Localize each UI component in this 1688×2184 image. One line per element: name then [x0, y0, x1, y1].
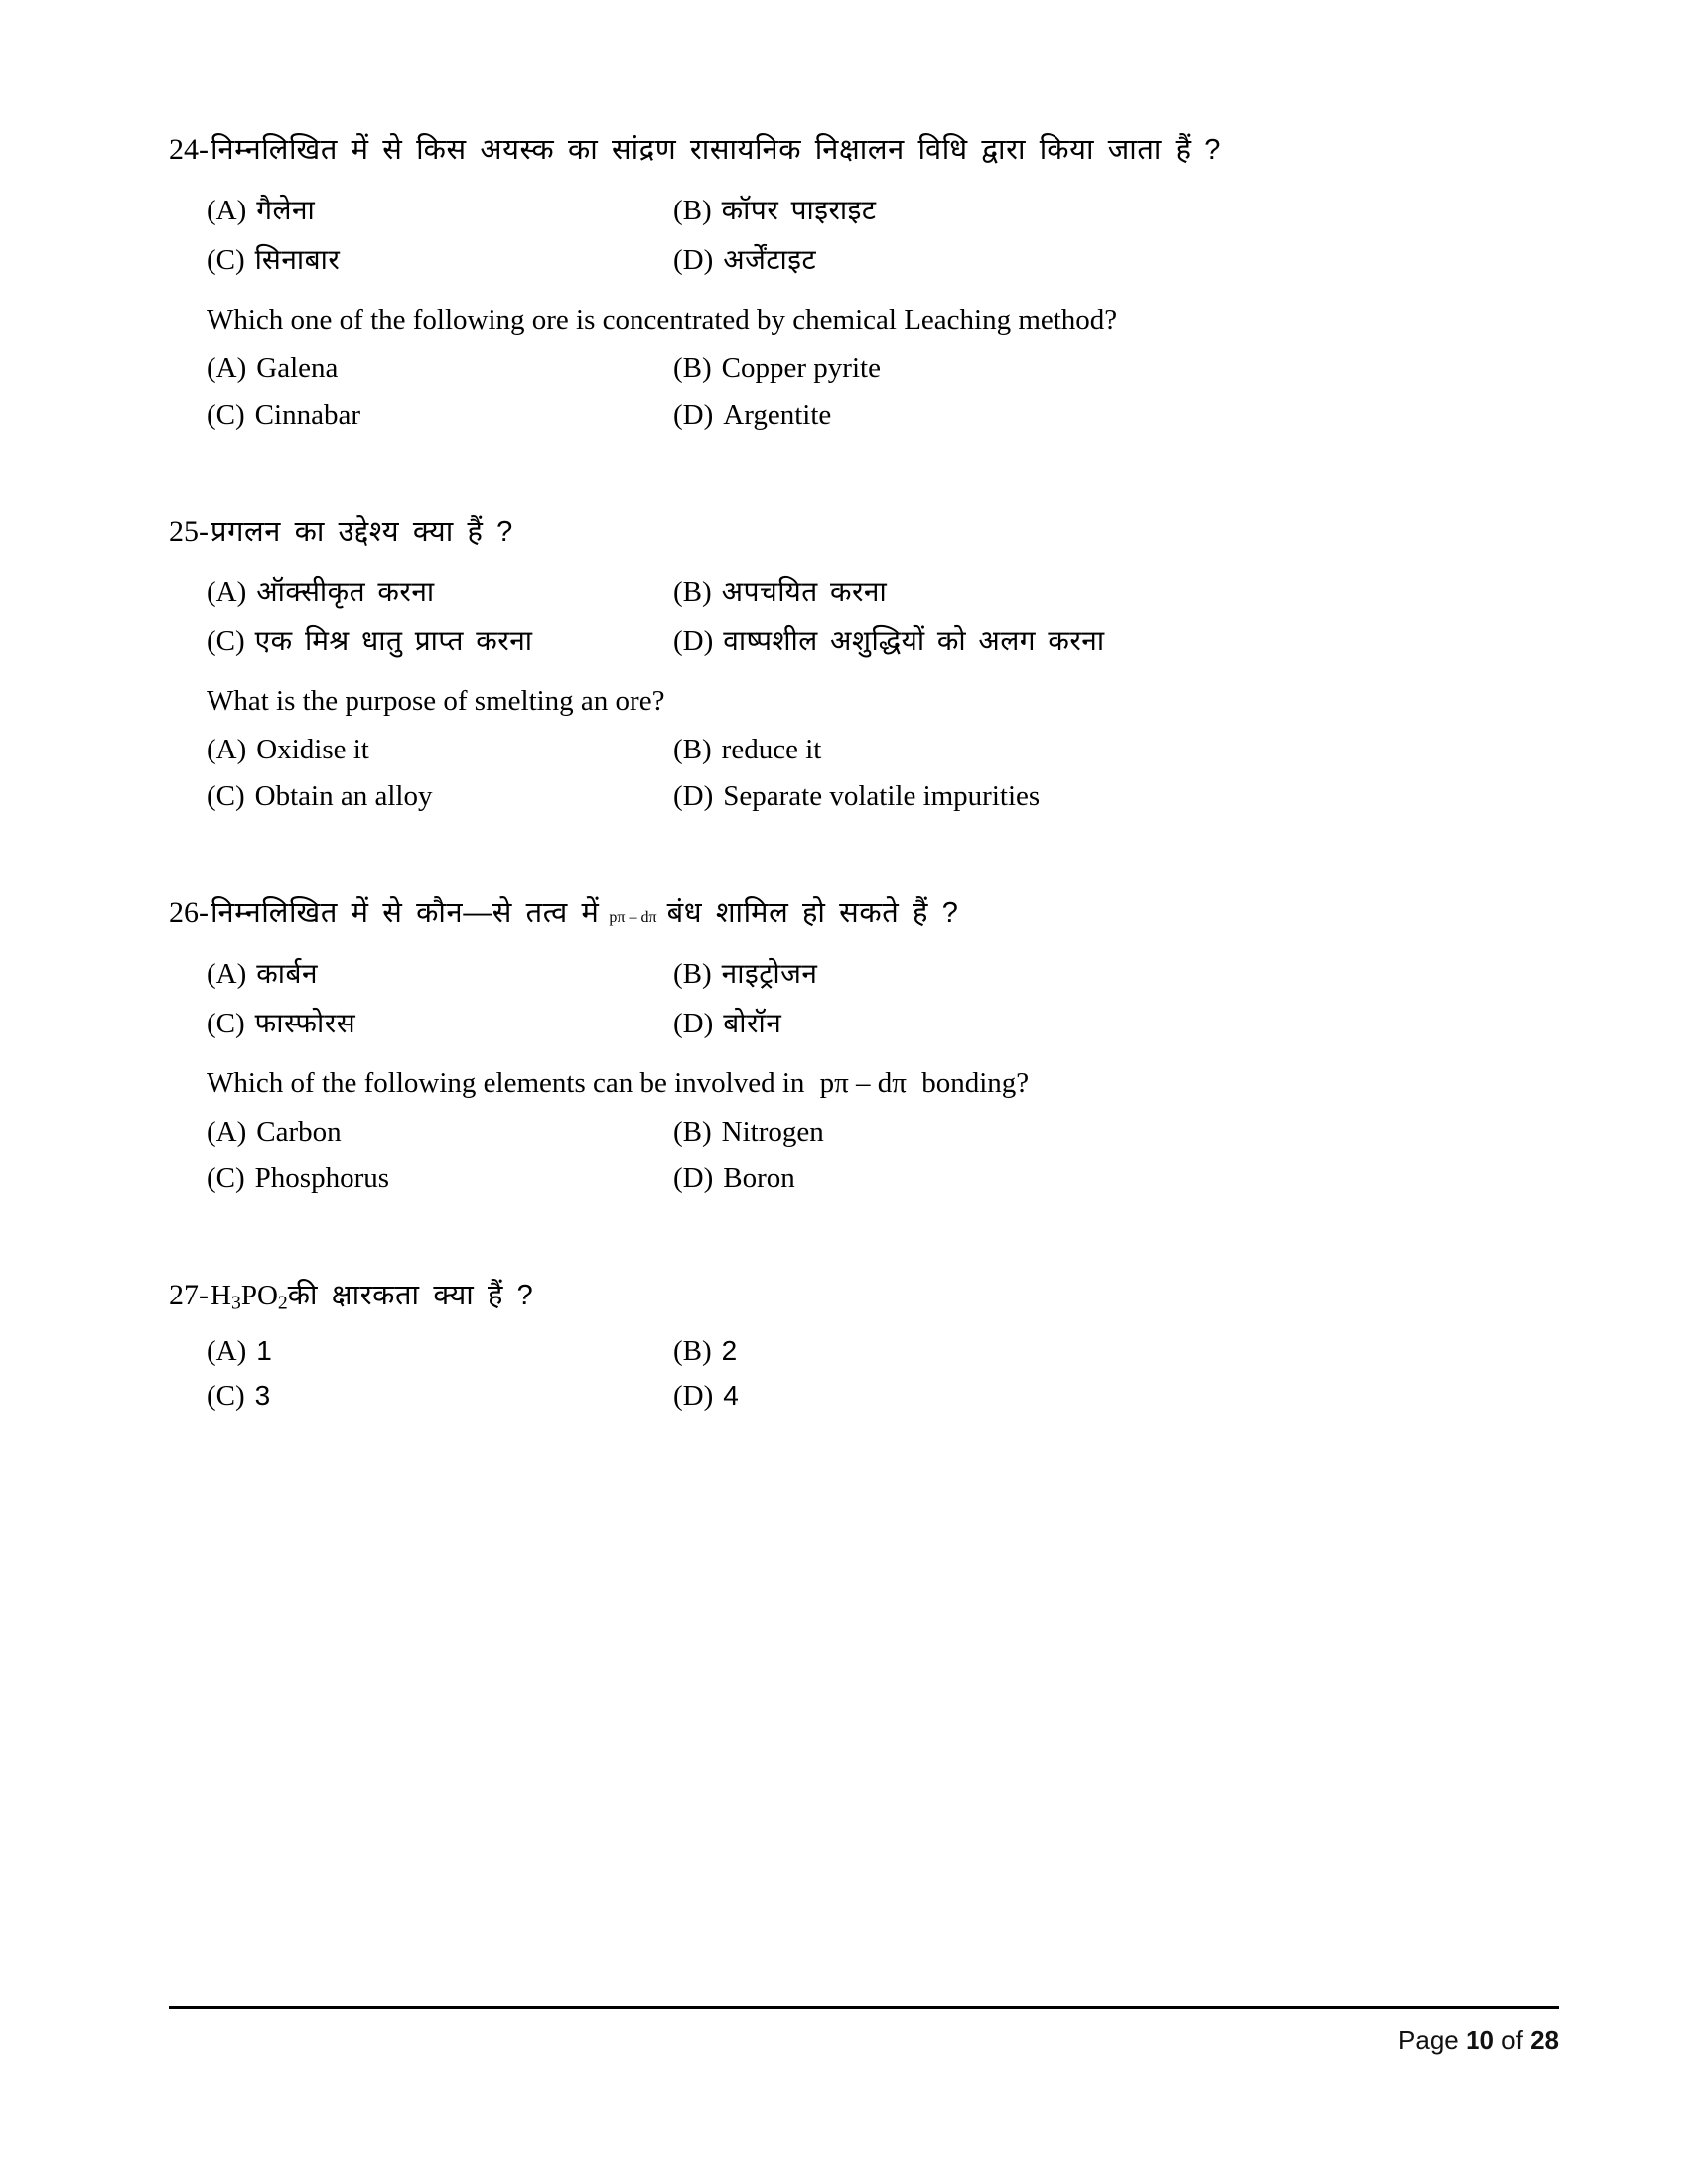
question-26-formula: pπ – dπ	[609, 909, 657, 926]
option-text: 1	[256, 1335, 273, 1366]
option-row	[207, 1335, 1559, 1368]
question-25-hindi-option-c[interactable]	[207, 621, 673, 659]
option-text: Separate volatile impurities	[723, 780, 1041, 812]
question-24-english-text: Which one of the following ore is concentrated by chemical Leaching method?	[207, 303, 1118, 336]
question-26-hindi-text-before: निम्नलिखित में से कौन—से तत्व में	[211, 897, 600, 929]
option-row	[207, 780, 1559, 813]
question-27-hindi-stem	[169, 1275, 1559, 1318]
question-27-formula	[211, 1280, 288, 1314]
question-25-hindi-option-d[interactable]	[673, 621, 1559, 659]
option-label: (B)	[673, 1335, 712, 1367]
option-text: फास्फोरस	[254, 1007, 356, 1038]
question-27	[169, 1275, 1559, 1414]
question-26-hindi-stem	[169, 892, 1559, 936]
footer-page-prefix: Page	[1398, 2025, 1459, 2055]
option-text: अपचयित करना	[721, 576, 888, 607]
option-label: (D)	[673, 625, 714, 657]
question-25-hindi-text: प्रगलन का उद्देश्य क्या हैं ?	[211, 515, 513, 548]
option-text: reduce it	[721, 734, 822, 765]
question-26-hindi-option-d[interactable]	[673, 1004, 1559, 1041]
question-26-english-option-b[interactable]	[673, 1116, 1559, 1149]
question-25-english-option-b[interactable]	[673, 734, 1559, 766]
question-24-hindi-option-b[interactable]	[673, 191, 1559, 228]
option-row	[207, 191, 1559, 228]
question-26	[169, 892, 1559, 1195]
option-row	[207, 1380, 1559, 1413]
option-label: (B)	[673, 576, 712, 608]
question-25-hindi-options	[169, 572, 1559, 659]
section-spacer	[169, 859, 1559, 892]
question-26-hindi-option-b[interactable]	[673, 954, 1559, 992]
option-label: (C)	[207, 1161, 245, 1194]
question-26-english-formula: pπ – dπ	[819, 1066, 907, 1099]
option-text: Boron	[723, 1161, 795, 1194]
option-label: (D)	[673, 1380, 714, 1412]
question-27-hindi-text-after: की क्षारकता क्या हैं ?	[287, 1279, 534, 1311]
option-text: Carbon	[256, 1115, 342, 1148]
question-25	[169, 511, 1559, 814]
question-25-english-option-a[interactable]	[207, 734, 673, 766]
question-25-english-text: What is the purpose of smelting an ore?	[207, 685, 665, 717]
option-text: Copper pyrite	[721, 351, 881, 384]
question-25-english-option-d[interactable]	[673, 780, 1559, 813]
question-26-english-text-before: Which of the following elements can be involved in	[207, 1066, 805, 1099]
question-26-english-option-a[interactable]	[207, 1116, 673, 1149]
option-text: 2	[721, 1335, 738, 1366]
option-text: Argentite	[723, 398, 832, 431]
option-label: (A)	[207, 957, 247, 990]
section-spacer	[169, 1241, 1559, 1275]
option-text: सिनाबार	[254, 243, 341, 275]
option-row	[207, 621, 1559, 659]
option-text: 3	[254, 1380, 271, 1411]
question-25-hindi-option-a[interactable]	[207, 572, 673, 610]
option-text: 4	[723, 1380, 740, 1411]
option-text: कार्बन	[256, 957, 319, 989]
option-row	[207, 954, 1559, 992]
option-label: (B)	[673, 194, 712, 226]
question-26-hindi-option-c[interactable]	[207, 1004, 673, 1041]
question-24	[169, 129, 1559, 432]
option-label: (C)	[207, 1380, 245, 1412]
question-26-hindi-option-a[interactable]	[207, 954, 673, 992]
option-label: (D)	[673, 1007, 714, 1039]
option-text: Oxidise it	[256, 734, 369, 765]
question-25-hindi-option-b[interactable]	[673, 572, 1559, 610]
footer-page-number: 10	[1466, 2025, 1494, 2055]
section-spacer	[169, 478, 1559, 511]
option-label: (D)	[673, 243, 714, 276]
question-27-number: 27-	[169, 1278, 209, 1311]
page-footer	[1398, 2025, 1559, 2056]
formula-subscript-2: 2	[277, 1291, 288, 1313]
option-label: (B)	[673, 1115, 712, 1148]
option-text: Phosphorus	[254, 1161, 390, 1194]
option-text: कॉपर पाइराइट	[721, 194, 877, 225]
question-26-english-option-d[interactable]	[673, 1162, 1559, 1195]
question-27-hindi-options	[169, 1335, 1559, 1413]
formula-element-po: PO	[240, 1279, 278, 1311]
footer-page-separator: of	[1501, 2025, 1523, 2055]
question-24-hindi-option-a[interactable]	[207, 191, 673, 228]
option-label: (D)	[673, 398, 714, 431]
option-row	[207, 1162, 1559, 1195]
question-25-english-options	[169, 734, 1559, 813]
question-26-number: 26-	[169, 896, 209, 929]
question-24-english-option-d[interactable]	[673, 399, 1559, 432]
option-label: (A)	[207, 1115, 247, 1148]
option-label: (C)	[207, 243, 245, 276]
question-25-number: 25-	[169, 514, 209, 548]
question-25-hindi-stem	[169, 511, 1559, 555]
option-text: ऑक्सीकृत करना	[256, 576, 435, 607]
option-text: नाइट्रोजन	[721, 957, 818, 989]
question-27-option-a[interactable]	[207, 1335, 673, 1368]
question-list	[169, 129, 1559, 1458]
option-text: गैलेना	[256, 194, 316, 225]
option-text: Galena	[256, 351, 339, 384]
question-24-english-option-c[interactable]	[207, 399, 673, 432]
option-text: अर्जेंटाइट	[723, 243, 817, 275]
question-24-english-option-b[interactable]	[673, 352, 1559, 385]
question-26-english-stem	[169, 1067, 1559, 1100]
question-24-hindi-option-d[interactable]	[673, 240, 1559, 278]
question-26-english-options	[169, 1116, 1559, 1195]
option-label: (C)	[207, 625, 245, 657]
option-row	[207, 352, 1559, 385]
option-label: (B)	[673, 351, 712, 384]
option-label: (A)	[207, 194, 247, 226]
option-label: (A)	[207, 1335, 247, 1367]
option-row	[207, 399, 1559, 432]
formula-subscript-3: 3	[230, 1291, 241, 1313]
question-26-hindi-text-after: बंध शामिल हो सकते हैं ?	[666, 897, 959, 929]
option-label: (A)	[207, 576, 247, 608]
option-text: एक मिश्र धातु प्राप्त करना	[254, 625, 533, 656]
option-label: (C)	[207, 780, 245, 812]
question-24-hindi-option-c[interactable]	[207, 240, 673, 278]
option-label: (A)	[207, 734, 247, 765]
question-24-hindi-options	[169, 191, 1559, 278]
question-26-english-text-after: bonding?	[921, 1066, 1030, 1099]
option-label: (C)	[207, 398, 245, 431]
footer-page-total: 28	[1530, 2025, 1559, 2055]
option-row	[207, 1116, 1559, 1149]
option-text: वाष्पशील अशुद्धियों को अलग करना	[723, 625, 1105, 656]
question-24-hindi-stem	[169, 129, 1559, 173]
option-label: (C)	[207, 1007, 245, 1039]
option-label: (D)	[673, 780, 714, 812]
question-25-english-option-c[interactable]	[207, 780, 673, 813]
option-label: (A)	[207, 351, 247, 384]
formula-element-h: H	[211, 1279, 231, 1311]
question-24-english-option-a[interactable]	[207, 352, 673, 385]
question-27-option-b[interactable]	[673, 1335, 1559, 1368]
question-24-english-options	[169, 352, 1559, 432]
footer-divider	[169, 2006, 1559, 2009]
option-label: (B)	[673, 734, 712, 765]
option-label: (D)	[673, 1161, 714, 1194]
question-27-option-c[interactable]	[207, 1380, 673, 1413]
question-26-english-option-c[interactable]	[207, 1162, 673, 1195]
option-label: (B)	[673, 957, 712, 990]
question-24-hindi-text: निम्नलिखित में से किस अयस्क का सांद्रण रासायनिक निक्षालन विधि द्वारा किया जाता हैं ?	[211, 134, 1222, 166]
option-text: Cinnabar	[254, 398, 360, 431]
option-text: Obtain an alloy	[254, 780, 433, 812]
question-27-option-d[interactable]	[673, 1380, 1559, 1413]
option-row	[207, 1004, 1559, 1041]
option-row	[207, 734, 1559, 766]
option-text: बोरॉन	[723, 1007, 782, 1038]
option-text: Nitrogen	[721, 1115, 824, 1148]
option-row	[207, 572, 1559, 610]
option-row	[207, 240, 1559, 278]
question-24-number: 24-	[169, 133, 209, 166]
question-26-hindi-options	[169, 954, 1559, 1041]
